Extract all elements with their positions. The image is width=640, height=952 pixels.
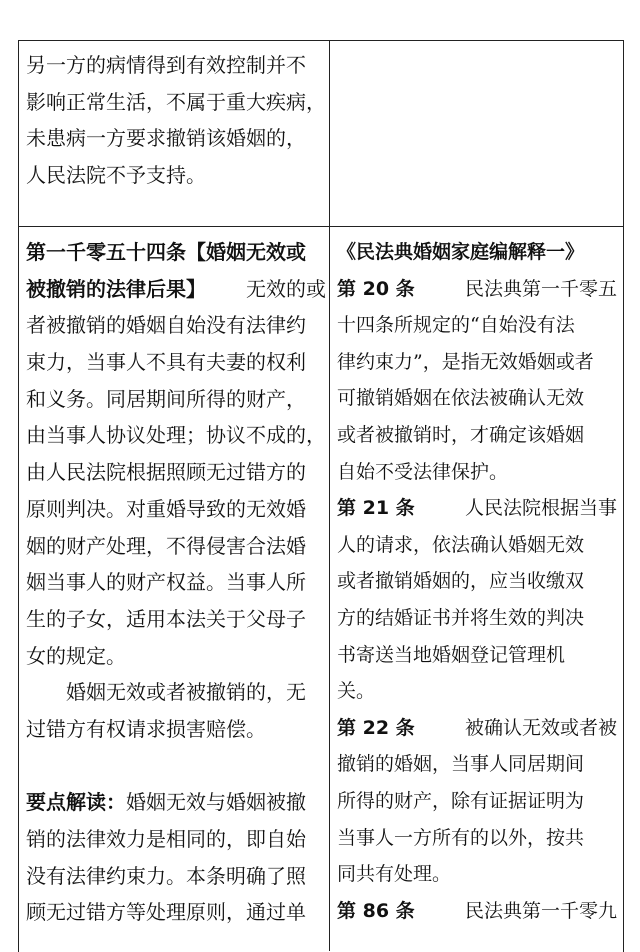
text-line	[337, 893, 617, 930]
text-line: 书寄送当地婚姻登记管理机	[337, 643, 566, 666]
text-line: 或者撤销婚姻的，应当收缴双	[337, 570, 585, 593]
text-line: 所得的财产，除有证据证明为	[337, 789, 585, 812]
article-20-label: 第 20 条	[337, 277, 415, 300]
text-line: 自始不受法律保护。	[337, 460, 509, 483]
article-heading: 第一千零五十四条【婚姻无效或	[26, 240, 306, 264]
text-line: 十四条所规定的“自始没有法	[337, 314, 575, 337]
article-heading-end: 被撤销的法律后果】	[26, 276, 206, 301]
column-divider	[329, 40, 330, 951]
text-line: 束力，当事人不具有夫妻的权利	[26, 350, 306, 375]
interpretation-title: 《民法典婚姻家庭编解释一》	[337, 241, 585, 263]
row-divider	[18, 226, 623, 227]
top-left-cell	[26, 47, 326, 193]
text-line	[337, 490, 617, 527]
article-21-label: 第 21 条	[337, 497, 415, 520]
article-22-label: 第 22 条	[337, 716, 415, 739]
text-line: 由人民法院根据照顾无过错方的	[26, 460, 306, 485]
text-line: 人民法院不予支持。	[26, 162, 206, 187]
text-line: 销的法律效力是相同的，即自始	[26, 827, 306, 851]
key-points-label: 要点解读：	[26, 790, 126, 815]
text-line: 由当事人协议处理；协议不成的，	[26, 423, 326, 448]
paragraph-gap	[26, 748, 326, 785]
text-line: 过错方有权请求损害赔偿。	[26, 716, 266, 741]
text-line	[337, 710, 617, 747]
top-right-cell	[337, 47, 617, 217]
text-line: 方的结婚证书并将生效的判决	[337, 606, 585, 629]
text-line: 和义务。同居期间所得的财产，	[26, 386, 306, 411]
text-line: 生的子女，适用本法关于父母子	[26, 606, 306, 631]
article-86-text: 民法典第一千零九	[464, 899, 617, 922]
text-line: 未患病一方要求撤销该婚姻的，	[26, 126, 306, 151]
text-line: 顾无过错方等处理原则，通过单	[26, 900, 306, 925]
article-22-text: 被确认无效或者被	[464, 716, 617, 739]
article-cell	[26, 234, 326, 931]
text-line: 关。	[337, 680, 376, 703]
text-line: 人的请求，依法确认婚姻无效	[337, 533, 585, 556]
article-text-start: 无效的或	[246, 276, 326, 301]
text-line: 律约束力”，是指无效婚姻或者	[337, 350, 594, 373]
text-line: 影响正常生活，不属于重大疾病，	[26, 89, 326, 114]
article-21-text: 人民法院根据当事	[464, 497, 617, 520]
text-line	[26, 271, 326, 308]
article-20-text: 民法典第一千零五	[464, 277, 617, 300]
interpretation-cell	[337, 234, 617, 929]
text-line: 姻当事人的财产权益。当事人所	[26, 570, 306, 595]
text-line: 可撤销婚姻在依法被确认无效	[337, 387, 585, 410]
text-line: 另一方的病情得到有效控制并不	[26, 53, 306, 77]
text-line: 婚姻无效或者被撤销的，无	[66, 680, 306, 705]
article-86-label: 第 86 条	[337, 899, 415, 922]
text-line: 撤销的婚姻，当事人同居期间	[337, 753, 585, 776]
text-line: 同共有处理。	[337, 863, 452, 886]
text-line: 没有法律约束力。本条明确了照	[26, 863, 306, 888]
text-line: 姻的财产处理，不得侵害合法婚	[26, 533, 306, 558]
key-points-text: 婚姻无效与婚姻被撤	[126, 790, 306, 815]
text-line: 或者被撤销时，才确定该婚姻	[337, 423, 585, 446]
text-line: 原则判决。对重婚导致的无效婚	[26, 496, 306, 521]
text-line	[26, 784, 326, 821]
text-line: 当事人一方所有的以外，按共	[337, 826, 585, 849]
text-line	[337, 271, 617, 308]
text-line: 者被撤销的婚姻自始没有法律约	[26, 313, 306, 338]
text-line: 女的规定。	[26, 643, 126, 668]
